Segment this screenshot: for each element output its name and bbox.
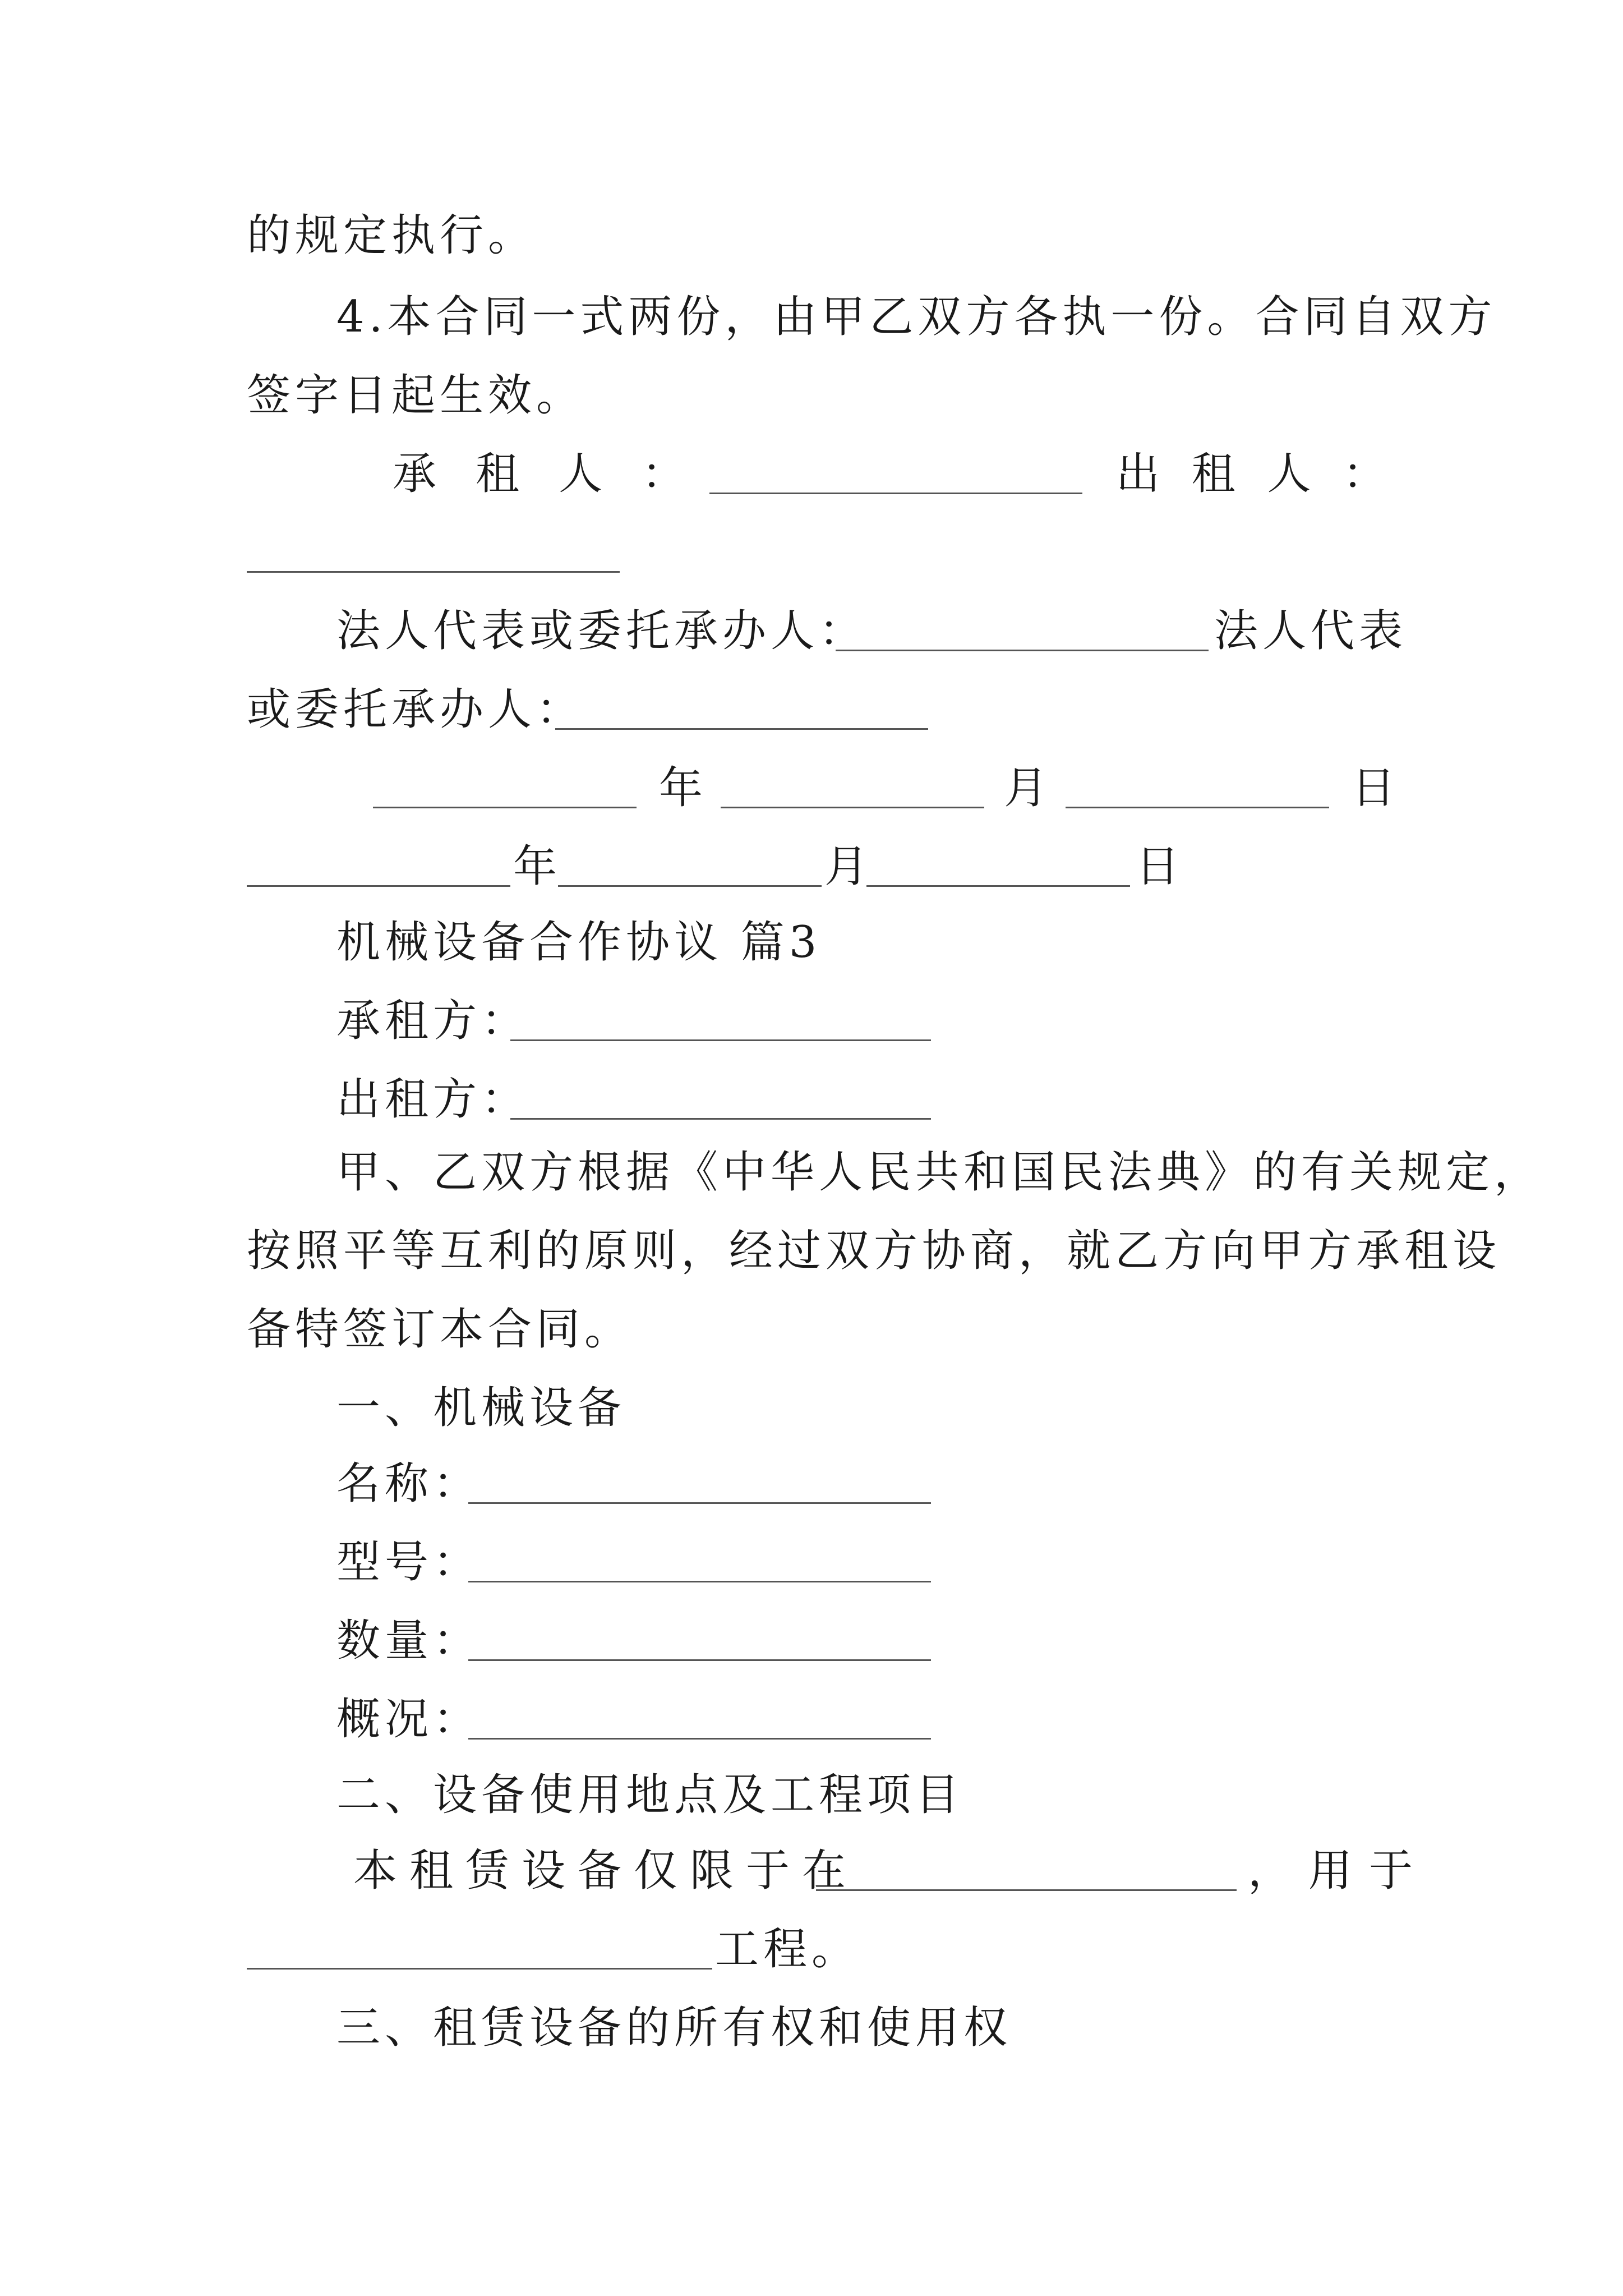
legal-rep-blank-a[interactable]: [836, 650, 1209, 651]
lessor-signature-blank[interactable]: [247, 571, 620, 573]
lessee-party-label: 承租方：: [336, 996, 530, 1046]
legal-rep-label: 法人代表: [1214, 606, 1408, 656]
lessee-label: 承 租 人 ：: [393, 449, 690, 499]
paragraph-text: 4.本合同一式两份，由甲乙双方各执一份。合同自双方: [336, 292, 1497, 342]
paragraph-text: 备特签订本合同。: [247, 1304, 633, 1355]
quantity-label: 数量：: [336, 1616, 482, 1666]
text-line: [247, 367, 584, 424]
quantity-blank[interactable]: [468, 1659, 931, 1661]
usage-location-blank[interactable]: [816, 1889, 1237, 1891]
paragraph-text: 本租赁设备仅限于在: [353, 1846, 859, 1896]
model-label: 型号：: [336, 1537, 482, 1588]
text-line: [247, 682, 584, 738]
legal-rep-blank-b[interactable]: [555, 728, 928, 730]
legal-rep-label: 法人代表或委托承办人：: [336, 606, 868, 656]
date-year-blank[interactable]: [373, 807, 637, 808]
model-blank[interactable]: [468, 1581, 931, 1582]
text-line: [1214, 603, 1407, 659]
lessor-party-label: 出租方：: [336, 1074, 530, 1125]
legal-rep-label: 或委托承办人：: [247, 684, 585, 735]
year-label: 年: [659, 763, 708, 813]
day-label: 日: [1136, 841, 1184, 892]
paragraph-text: 按照平等互利的原则，经过双方协商，就乙方向甲方承租设: [247, 1226, 1501, 1276]
usage-project-blank[interactable]: [247, 1968, 712, 1970]
paragraph-text: ，用于: [1248, 1846, 1430, 1896]
lessor-party-blank[interactable]: [510, 1118, 931, 1120]
lessee-party-blank[interactable]: [510, 1039, 931, 1041]
name-label: 名称：: [336, 1458, 482, 1509]
year-label: 年: [513, 841, 562, 892]
lessee-signature-blank[interactable]: [709, 493, 1082, 494]
month-label: 月: [824, 841, 873, 892]
date-year-blank[interactable]: [247, 885, 510, 887]
overview-label: 概况：: [336, 1694, 482, 1745]
paragraph-text: 甲、乙双方根据《中华人民共和国民法典》的有关规定，: [336, 1147, 1543, 1198]
name-blank[interactable]: [468, 1502, 931, 1504]
month-label: 月: [1004, 763, 1053, 813]
date-month-blank[interactable]: [721, 807, 984, 808]
paragraph-text: 工程。: [715, 1924, 860, 1975]
section-heading: 一、机械设备: [336, 1383, 626, 1433]
paragraph-text: 的规定执行。: [247, 210, 537, 261]
date-month-blank[interactable]: [558, 885, 822, 887]
text-line: [336, 603, 867, 659]
section-heading: 机械设备合作协议 篇3: [336, 917, 822, 968]
date-day-blank[interactable]: [866, 885, 1130, 887]
section-heading: 三、租赁设备的所有权和使用权: [336, 2003, 1012, 2053]
day-label: 日: [1352, 763, 1400, 813]
text-line: [247, 208, 536, 264]
overview-blank[interactable]: [468, 1738, 931, 1740]
section-heading: 二、设备使用地点及工程项目: [336, 1770, 964, 1820]
text-line: [336, 289, 1497, 345]
date-day-blank[interactable]: [1066, 807, 1329, 808]
paragraph-text: 签字日起生效。: [247, 370, 585, 421]
lessor-label: 出 租 人 ：: [1116, 449, 1391, 499]
